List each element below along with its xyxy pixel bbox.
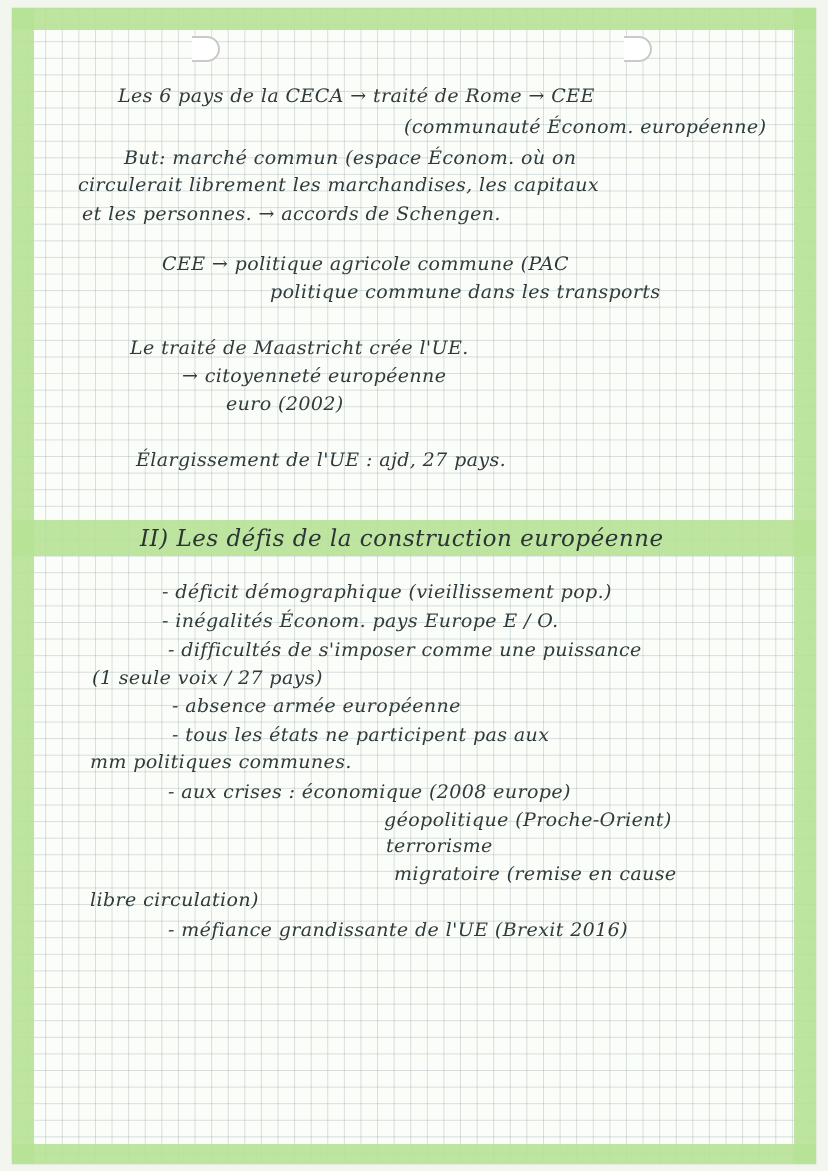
- green-border-bottom: [12, 1144, 816, 1164]
- green-border-top: [12, 8, 816, 30]
- note-line: (1 seule voix / 27 pays): [92, 667, 323, 689]
- note-line: terrorisme: [386, 835, 493, 857]
- note-line: Le traité de Maastricht crée l'UE.: [130, 337, 469, 359]
- note-line: mm politiques communes.: [90, 751, 352, 773]
- note-line: et les personnes. → accords de Schengen.: [82, 203, 501, 225]
- green-border-left: [12, 8, 34, 1164]
- note-line: Les 6 pays de la CECA → traité de Rome → CEE: [118, 85, 595, 107]
- note-line: - inégalités Économ. pays Europe E / O.: [162, 610, 559, 632]
- binder-hole-right: [624, 36, 652, 62]
- note-line: (communauté Économ. européenne): [404, 116, 767, 138]
- note-line: politique commune dans les transports: [270, 281, 661, 303]
- note-line: circulerait librement les marchandises, les capitaux: [78, 174, 600, 196]
- note-line: migratoire (remise en cause: [394, 863, 677, 885]
- note-line: - aux crises : économique (2008 europe): [168, 781, 571, 803]
- notebook-page: [12, 8, 816, 1164]
- note-line: But: marché commun (espace Économ. où on: [124, 147, 577, 169]
- note-line: CEE → politique agricole commune (PAC: [162, 253, 569, 275]
- note-line: libre circulation): [90, 889, 259, 911]
- note-line: Élargissement de l'UE : ajd, 27 pays.: [136, 449, 507, 471]
- green-border-right: [794, 8, 816, 1164]
- section-heading: II) Les défis de la construction européenne: [140, 526, 664, 552]
- note-line: - difficultés de s'imposer comme une puissance: [168, 639, 642, 661]
- note-line: géopolitique (Proche-Orient): [384, 809, 672, 831]
- note-line: - absence armée européenne: [172, 695, 461, 717]
- note-line: - méfiance grandissante de l'UE (Brexit 2016): [168, 919, 628, 941]
- note-line: → citoyenneté européenne: [182, 365, 447, 387]
- note-line: - tous les états ne participent pas aux: [172, 724, 550, 746]
- note-line: - déficit démographique (vieillissement pop.): [162, 581, 612, 603]
- note-line: euro (2002): [226, 393, 344, 415]
- binder-hole-left: [192, 36, 220, 62]
